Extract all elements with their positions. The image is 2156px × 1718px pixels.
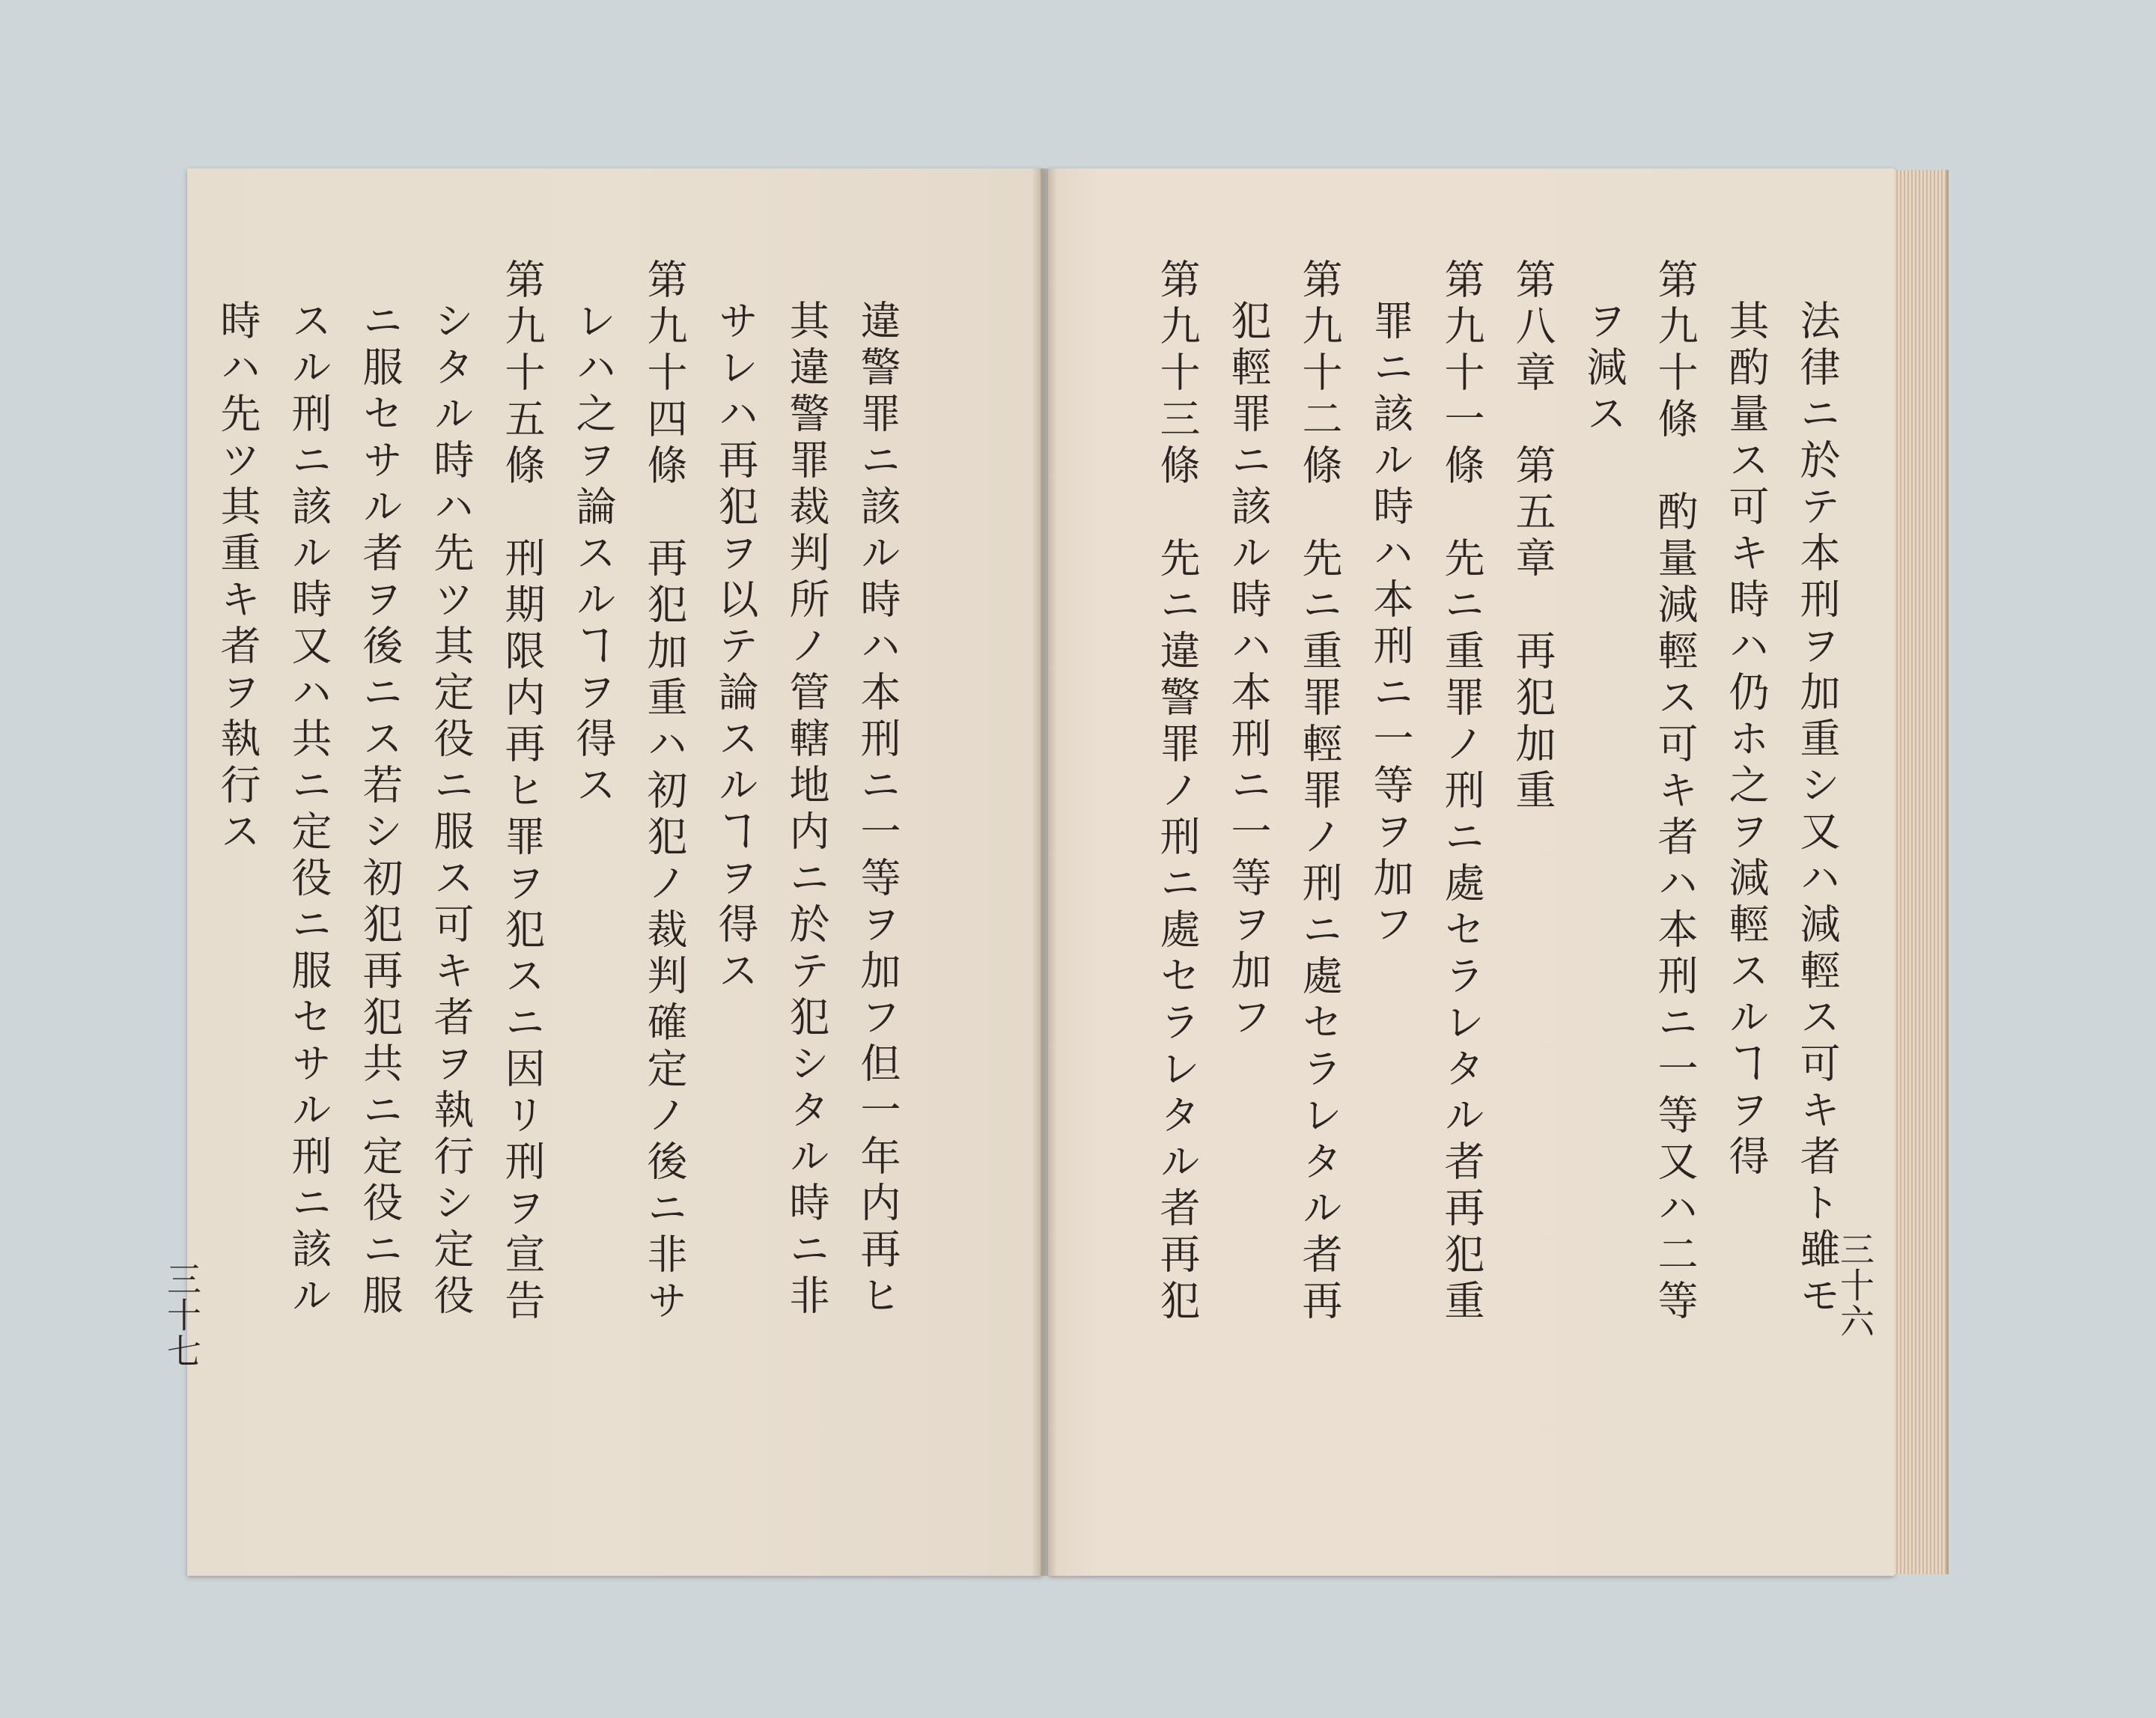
right-page [1048, 168, 1894, 1576]
page-number: 三十七 [162, 1261, 202, 1369]
text-line: 第九十五條 刑期限内再ヒ罪ヲ犯スニ因リ刑ヲ宣告 [499, 258, 546, 1326]
text-line: 犯輕罪ニ該ル時ハ本刑ニ一等ヲ加フ [1225, 299, 1272, 1042]
text-line: 罪ニ該ル時ハ本刑ニ一等ヲ加フ [1367, 299, 1414, 949]
text-line: 其酌量ス可キ時ハ仍ホ之ヲ減輕スルヿヲ得 [1723, 299, 1770, 1181]
open-book [162, 168, 1984, 1576]
text-line: ニ服セサル者ヲ後ニス若シ初犯再犯共ニ定役ニ服 [356, 299, 404, 1321]
text-line: 法律ニ於テ本刑ヲ加重シ又ハ減輕ス可キ者ト雖モ [1794, 299, 1841, 1321]
page-number: 三十六 [1835, 1231, 1875, 1339]
text-line: 時ハ先ツ其重キ者ヲ執行ス [214, 299, 261, 856]
text-line: 第九十四條 再犯加重ハ初犯ノ裁判確定ノ後ニ非サ [641, 258, 688, 1326]
text-line: 第九十三條 先ニ違警罪ノ刑ニ處セラレタル者再犯 [1154, 258, 1201, 1326]
text-line: 違警罪ニ該ル時ハ本刑ニ一等ヲ加フ但一年内再ヒ [854, 299, 901, 1321]
text-line: 第九十一條 先ニ重罪ノ刑ニ處セラレタル者再犯重 [1438, 258, 1485, 1326]
left-page [162, 168, 1043, 1576]
text-line: シタル時ハ先ツ其定役ニ服ス可キ者ヲ執行シ定役 [427, 299, 475, 1321]
text-line: ヲ減ス [1580, 299, 1627, 439]
book-gutter [1032, 168, 1057, 1576]
chapter-heading: 第八章 第五章 再犯加重 [1509, 258, 1556, 815]
text-line: レハ之ヲ論スルヿヲ得ス [570, 299, 617, 810]
text-line: 其違警罪裁判所ノ管轄地内ニ於テ犯シタル時ニ非 [783, 299, 830, 1321]
text-line: サレハ再犯ヲ以テ論スルヿヲ得ス [712, 299, 759, 996]
page-edges [1894, 170, 1949, 1574]
text-line: スル刑ニ該ル時又ハ共ニ定役ニ服セサル刑ニ該ル [285, 299, 332, 1321]
text-line: 第九十二條 先ニ重罪輕罪ノ刑ニ處セラレタル者再 [1296, 258, 1343, 1326]
text-line: 第九十條 酌量減輕ス可キ者ハ本刑ニ一等又ハ二等 [1651, 258, 1699, 1326]
